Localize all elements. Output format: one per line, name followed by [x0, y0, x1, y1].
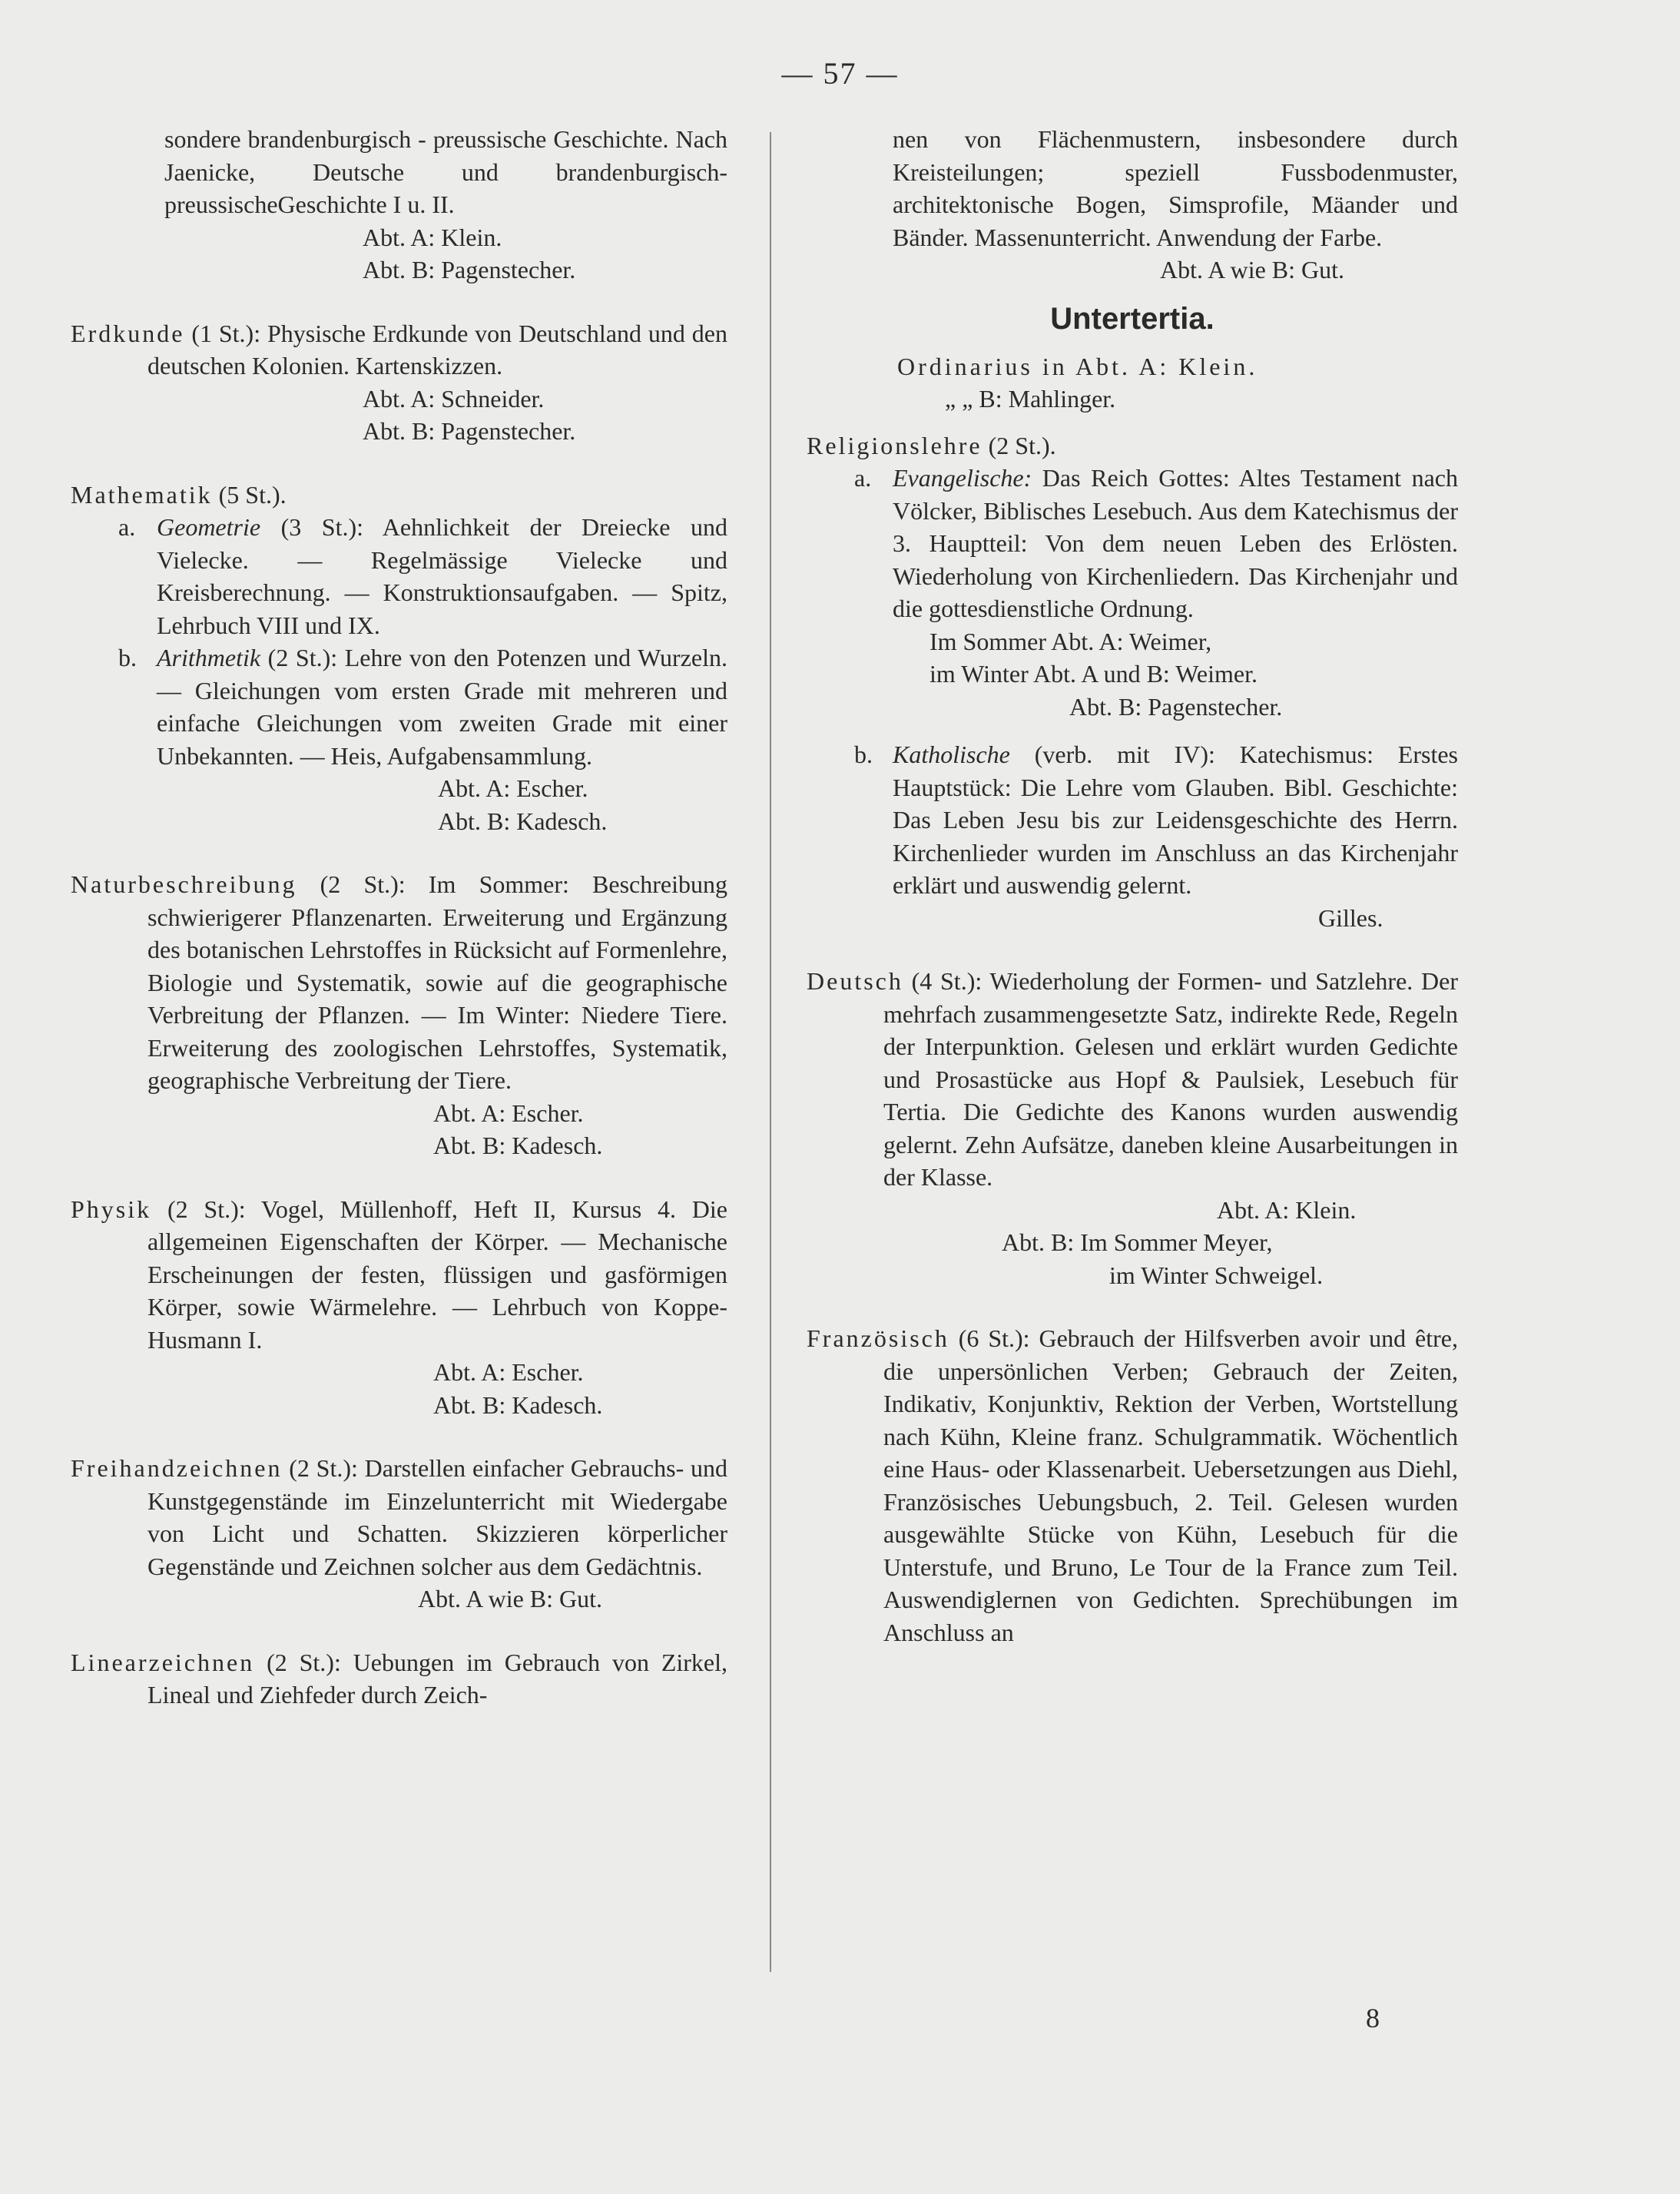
linearzeichnen-label: Linearzeichnen: [71, 1648, 255, 1676]
mathematik-a-text: (3 St.): Aehnlichkeit der Dreiecke und Vielecke. — Regelmässige Vielecke und Kreisberechnung. — Konstruktionsaufgaben. — Spitz, Lehrbuch VIII und IX.: [157, 513, 728, 639]
linearzeichnen-text: (2 St.): Uebungen im Gebrauch von Zirkel, Lineal und Ziehfeder durch Zeich-: [147, 1648, 728, 1708]
erdkunde-teacher-b: Abt. B: Pagenstecher.: [363, 417, 576, 445]
religion-b: [807, 738, 1458, 902]
page-number: — 57 —: [781, 56, 899, 91]
deutsch-text: (4 St.): Wiederholung der Formen- und Satzlehre. Der mehrfach zusammengesetzte Satz, indirekte Rede, Regeln der Interpunktion. Gelesen und erklärt wurden Gedichte und Prosastücke aus Hopf & Paulsiek, Lesebuch für Tertia. Die Gedichte des Kanons wurden auswendig gelernt. Zehn Aufsätze, daneben kleine Ausarbeitungen in der Klasse.: [883, 967, 1459, 1191]
religion-hours: (2 St.).: [988, 431, 1056, 459]
religion-a-marker: a.: [854, 464, 872, 492]
religion-a: [807, 462, 1458, 625]
religion-a-label: Evangelische:: [893, 464, 1032, 492]
naturbeschreibung-label: Naturbeschreibung: [71, 870, 297, 898]
naturbeschreibung-teacher-b: Abt. B: Kadesch.: [433, 1132, 603, 1159]
franzoesisch-label: Französisch: [807, 1324, 949, 1352]
geschichte-text: sondere brandenburgisch - preussische Geschichte. Nach Jaenicke, Deutsche und brandenburgisch-preussischeGeschichte I u. II.: [164, 125, 727, 218]
physik-text: (2 St.): Vogel, Müllenhoff, Heft II, Kursus 4. Die allgemeinen Eigenschaften der Körper. — Mechanische Erscheinungen der festen, flüssigen und gasförmigen Körper, sowie Wärmelehre. — Lehrbuch von Koppe-Husmann I.: [147, 1195, 728, 1354]
mathematik-b: [71, 641, 727, 772]
erdkunde-text: (1 St.): Physische Erdkunde von Deutschland und den deutschen Kolonien. Kartenskizzen.: [147, 319, 728, 379]
linearzeichnen-continued: nen von Flächenmustern, insbesondere durch Kreisteilungen; speziell Fussbodenmuster, architektonische Bogen, Simsprofile, Mäander und Bänder. Massenunterricht. Anwendung der Farbe.: [893, 125, 1458, 251]
ordinarius-a: Ordinarius in Abt. A: Klein.: [897, 352, 1258, 380]
section-heading-untertertia: Untertertia.: [1050, 301, 1214, 336]
religion-heading: [807, 429, 1458, 462]
mathematik-teacher-a: Abt. A: Escher.: [438, 774, 588, 802]
mathematik-label: Mathematik: [71, 480, 213, 509]
mathematik-a: [71, 511, 727, 641]
deutsch-teacher-b-winter: im Winter Schweigel.: [1109, 1261, 1324, 1289]
freihandzeichnen-label: Freihandzeichnen: [71, 1454, 283, 1482]
deutsch-label: Deutsch: [807, 967, 903, 995]
freihandzeichnen-entry: [71, 1452, 727, 1583]
religion-a-teacher-1: Im Sommer Abt. A: Weimer,: [929, 627, 1212, 655]
erdkunde-teacher-a: Abt. A: Schneider.: [363, 384, 545, 413]
mathematik-hours: (5 St.).: [218, 480, 287, 509]
religion-a-teacher-3: Abt. B: Pagenstecher.: [1069, 692, 1283, 721]
physik-label: Physik: [71, 1195, 152, 1223]
deutsch-entry: [807, 965, 1458, 1194]
erdkunde-label: Erdkunde: [71, 319, 185, 347]
mathematik-b-label: Arithmetik: [157, 644, 261, 671]
mathematik-a-marker: a.: [118, 513, 136, 541]
religion-b-marker: b.: [854, 741, 873, 768]
linearzeichnen-teacher: Abt. A wie B: Gut.: [1160, 256, 1345, 283]
mathematik-heading: [71, 479, 727, 512]
geschichte-teacher-a: Abt. A: Klein.: [363, 223, 502, 251]
religion-a-teacher-2: im Winter Abt. A und B: Weimer.: [929, 660, 1258, 688]
left-column: [71, 123, 727, 1712]
naturbeschreibung-entry: [71, 868, 727, 1097]
linearzeichnen-entry: [71, 1646, 727, 1712]
geschichte-teacher-b: Abt. B: Pagenstecher.: [363, 256, 576, 283]
freihandzeichnen-text: (2 St.): Darstellen einfacher Gebrauchs- und Kunstgegenstände im Einzelunterricht mit Wiedergabe von Licht und Schatten. Skizzieren körperlicher Gegenstände und Zeichnen solcher aus dem Gedächtnis.: [147, 1454, 728, 1580]
religion-a-text: Das Reich Gottes: Altes Testament nach Völcker, Biblisches Lesebuch. Aus dem Katechismus der 3. Hauptteil: Von dem neuen Leben des Erlösten. Wiederholung von Kirchenliedern. Das Kirchenjahr und die gottesdienstliche Ordnung.: [893, 464, 1459, 622]
right-column: [807, 123, 1458, 1649]
ordinarius-b: „ „ B: Mahlinger.: [945, 385, 1116, 413]
mathematik-b-marker: b.: [118, 644, 137, 671]
naturbeschreibung-text: (2 St.): Im Sommer: Beschreibung schwierigerer Pflanzenarten. Erweiterung und Ergänzung des botanischen Lehrstoffes in Rücksicht auf Formenlehre, Biologie und Systematik, sowie auf die geographische Verbreitung der Pflanzen. — Im Winter: Niedere Tiere. Erweiterung des zoologischen Lehrstoffes, Systematik, geographische Verbreitung der Tiere.: [147, 870, 728, 1094]
franzoesisch-entry: [807, 1322, 1458, 1649]
religion-b-label: Katholische: [893, 741, 1010, 768]
mathematik-teacher-b: Abt. B: Kadesch.: [438, 807, 608, 835]
religion-b-text: (verb. mit IV): Katechismus: Erstes Hauptstück: Die Lehre vom Glauben. Bibl. Geschichte: Das Leben Jesu bis zur Leidensgeschichte des Herrn. Kirchenlieder wurden im Anschluss an das Kirchenjahr erklärt und auswendig gelernt.: [893, 741, 1459, 899]
physik-teacher-b: Abt. B: Kadesch.: [433, 1390, 603, 1419]
column-divider: [770, 132, 771, 1972]
franzoesisch-text: (6 St.): Gebrauch der Hilfsverben avoir und être, die unpersönlichen Verben; Gebrauch der Zeiten, Indikativ, Konjunktiv, Rektion der Verben, Wortstellung nach Kühn, Kleine franz. Schulgrammatik. Wöchentlich eine Haus- oder Klassenarbeit. Uebersetzungen aus Diehl, Französisches Uebungsbuch, 2. Teil. Gelesen wurden ausgewählte Stücke von Kühn, Lesebuch für die Unterstufe, und Bruno, Le Tour de la France zum Teil. Auswendiglernen von Gedichten. Sprechübungen im Anschluss an: [883, 1324, 1458, 1646]
mathematik-a-label: Geometrie: [157, 513, 261, 541]
signature-mark: 8: [1366, 2003, 1380, 2033]
mathematik-b-text: (2 St.): Lehre von den Potenzen und Wurzeln. — Gleichungen vom ersten Grade mit mehreren und einfache Gleichungen vom zweiten Grade mit einer Unbekannten. — Heis, Aufgabensammlung.: [157, 644, 727, 770]
physik-teacher-a: Abt. A: Escher.: [433, 1358, 584, 1386]
religion-label: Religionslehre: [807, 431, 982, 459]
deutsch-teacher-b: Abt. B: Im Sommer Meyer,: [1002, 1228, 1273, 1256]
erdkunde-entry: [71, 317, 727, 383]
freihandzeichnen-teacher: Abt. A wie B: Gut.: [418, 1585, 603, 1612]
deutsch-teacher-a: Abt. A: Klein.: [1217, 1195, 1357, 1224]
physik-entry: [71, 1193, 727, 1357]
naturbeschreibung-teacher-a: Abt. A: Escher.: [433, 1099, 584, 1127]
religion-b-teacher: Gilles.: [1318, 903, 1383, 932]
